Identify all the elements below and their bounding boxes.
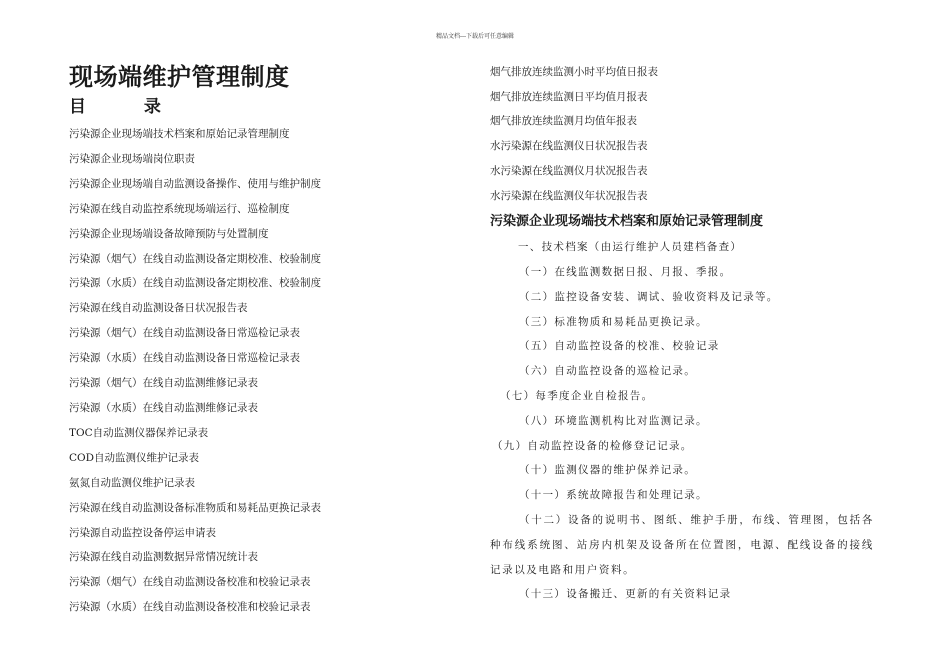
toc-item: 污染源（烟气）在线自动监测设备定期校准、校验制度 [69,252,321,265]
toc-item: 污染源在线自动监测数据异常情况统计表 [69,551,258,564]
document-title: 现场端维护管理制度 [69,63,290,91]
toc-item: 水污染源在线监测仪月状况报告表 [490,164,648,177]
toc-item: 污染源（烟气）在线自动监测维修记录表 [69,377,258,390]
paragraph: （七）每季度企业自检报告。 [500,390,654,402]
paragraph: （六）自动监控设备的巡检记录。 [519,365,696,378]
toc-item: 烟气排放连续监测小时平均值日报表 [490,66,658,78]
paragraph: （一）在线监测数据日报、月报、季报。 [519,266,732,279]
toc-item: 烟气排放连续监测月均值年报表 [490,115,637,128]
right-column [490,60,880,607]
paragraph: （三）标准物质和易耗品更换记录。 [519,315,708,328]
toc-item: 污染源（水质）在线自动监测设备定期校准、校验制度 [69,277,321,290]
toc-item: 污染源企业现场端技术档案和原始记录管理制度 [69,128,290,140]
toc-item: 污染源（水质）在线自动监测设备校准和校验记录表 [69,601,311,614]
toc-item: COD自动监测仪维护记录表 [69,451,200,464]
toc-item: 污染源自动监控设备停运申请表 [69,526,216,539]
toc-item: 污染源（水质）在线自动监测设备日常巡检记录表 [69,352,300,365]
paragraph: （九）自动监控设备的检修登记记录。 [492,439,693,452]
paragraph: （十三）设备搬迁、更新的有关资料记录 [519,588,732,601]
paragraph: （五）自动监控设备的校准、校验记录 [519,340,720,353]
toc-heading: 目 录 [69,97,187,117]
toc-item: 污染源在线自动监测设备标准物质和易耗品更换记录表 [69,501,321,514]
toc-item: 污染源企业现场端岗位职责 [69,152,195,165]
toc-list [69,122,469,620]
paragraph: （八）环境监测机构比对监测记录。 [519,414,708,427]
toc-item: 氨氮自动监测仪维护记录表 [69,476,195,489]
paragraph: （二）监控设备安装、调试、验收资料及记录等。 [519,290,779,303]
toc-list-continued [490,60,880,208]
toc-item: 污染源在线自动监测设备日状况报告表 [69,302,248,315]
header-note: 精品文档---下载后可任意编辑 [435,33,515,40]
toc-item: 水污染源在线监测仪年状况报告表 [490,189,648,202]
toc-item: 污染源（水质）在线自动监测维修记录表 [69,401,258,414]
toc-item: 污染源（烟气）在线自动监测设备校准和校验记录表 [69,576,311,589]
left-column [69,60,469,620]
paragraph: （十二）设备的说明书、图纸、维护手册，布线、管理图，包括各种布线系统图、站房内机架及设备所在位置图，电源、配线设备的接线记录以及电路和用户资料。 [490,513,874,576]
toc-item: 污染源在线自动监控系统现场端运行、巡检制度 [69,202,290,215]
toc-item: 污染源企业现场端自动监测设备操作、使用与维护制度 [69,177,321,190]
toc-item: 水污染源在线监测仪日状况报告表 [490,140,648,153]
paragraph: 一、技术档案（由运行维护人员建档备查） [518,241,743,254]
toc-item: TOC自动监测仪器保养记录表 [69,426,209,439]
paragraph: （十）监测仪器的维护保养记录。 [519,464,696,477]
section-title: 污染源企业现场端技术档案和原始记录管理制度 [490,214,764,230]
toc-item: 烟气排放连续监测日平均值月报表 [490,90,648,103]
toc-item: 污染源（烟气）在线自动监测设备日常巡检记录表 [69,327,300,340]
paragraph: （十一）系统故障报告和处理记录。 [519,489,708,502]
toc-item: 污染源企业现场端设备故障预防与处置制度 [69,227,269,240]
